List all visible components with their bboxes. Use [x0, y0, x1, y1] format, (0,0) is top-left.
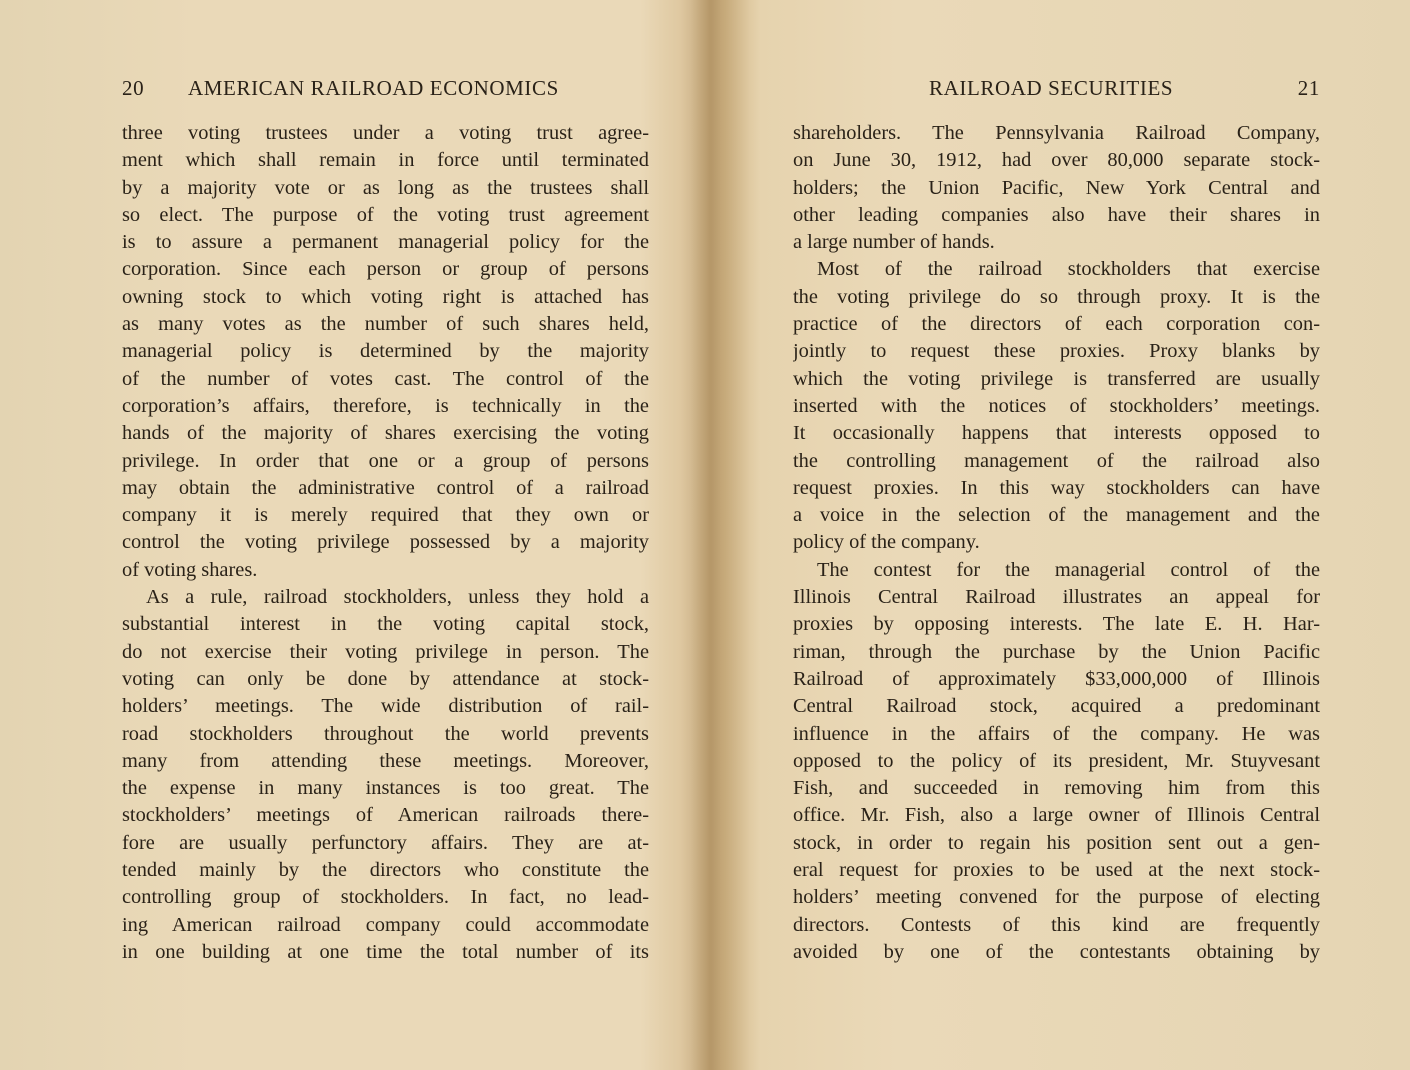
text-line: of voting shares. — [122, 558, 258, 581]
text-line: control the voting privilege possessed by a majority — [122, 531, 649, 554]
text-line: avoided by one of the contestants obtaining by — [793, 940, 1320, 963]
right-page-body — [793, 120, 1320, 966]
text-line: holders’ meeting convened for the purpose of electing — [793, 886, 1320, 909]
text-line: may obtain the administrative control of a railroad — [122, 476, 649, 499]
text-line: eral request for proxies to be used at the next stock- — [793, 859, 1320, 882]
text-line: many from attending these meetings. Moreover, — [122, 749, 649, 772]
text-line: inserted with the notices of stockholders’ meetings. — [793, 394, 1320, 417]
text-line: ing American railroad company could accommodate — [122, 913, 649, 936]
text-line: The contest for the managerial control of the — [817, 558, 1320, 581]
left-page-body — [122, 120, 649, 966]
text-line: hands of the majority of shares exercising the voting — [122, 422, 649, 445]
text-line: as many votes as the number of such shares held, — [122, 313, 649, 336]
text-line: road stockholders throughout the world prevents — [122, 722, 649, 745]
text-line: practice of the directors of each corporation con- — [793, 313, 1320, 336]
text-line: on June 30, 1912, had over 80,000 separate stock- — [793, 149, 1320, 172]
text-line: managerial policy is determined by the majority — [122, 340, 649, 363]
text-line: jointly to request these proxies. Proxy blanks by — [793, 340, 1320, 363]
text-line: owning stock to which voting right is attached has — [122, 285, 649, 308]
text-line: opposed to the policy of its president, Mr. Stuyvesant — [793, 749, 1320, 772]
text-line: stockholders’ meetings of American railroads there- — [122, 804, 649, 827]
book-gutter — [680, 0, 750, 1070]
text-line: stock, in order to regain his position sent out a gen- — [793, 831, 1320, 854]
text-line: the voting privilege do so through proxy. It is the — [793, 285, 1320, 308]
text-line: Most of the railroad stockholders that exercise — [817, 258, 1320, 281]
text-line: policy of the company. — [793, 531, 980, 554]
text-line: company it is merely required that they own or — [122, 504, 649, 527]
text-line: holders’ meetings. The wide distribution of rail- — [122, 695, 649, 718]
text-line: holders; the Union Pacific, New York Central and — [793, 176, 1320, 199]
text-line: three voting trustees under a voting trust agree- — [122, 122, 649, 144]
text-line: As a rule, railroad stockholders, unless they hold a — [146, 586, 649, 609]
text-line: Central Railroad stock, acquired a predominant — [793, 695, 1320, 718]
text-line: a large number of hands. — [793, 231, 995, 254]
right-running-title: RAILROAD SECURITIES — [929, 76, 1174, 100]
text-line: by a majority vote or as long as the trustees shall — [122, 176, 649, 199]
right-page — [793, 0, 1320, 1070]
left-running-head — [122, 76, 649, 104]
right-page-number: 21 — [1297, 76, 1320, 100]
text-line: other leading companies also have their shares in — [793, 203, 1320, 226]
text-line: It occasionally happens that interests opposed to — [793, 422, 1320, 445]
text-line: substantial interest in the voting capital stock, — [122, 613, 649, 636]
text-line: proxies by opposing interests. The late E. H. Har- — [793, 613, 1320, 636]
text-line: Illinois Central Railroad illustrates an appeal for — [793, 586, 1320, 609]
text-line: Fish, and succeeded in removing him from this — [793, 777, 1320, 800]
text-line: which the voting privilege is transferred are usually — [793, 367, 1320, 390]
left-page — [122, 0, 649, 1070]
text-line: the controlling management of the railroad also — [793, 449, 1320, 472]
text-line: request proxies. In this way stockholders can have — [793, 476, 1320, 499]
text-line: voting can only be done by attendance at stock- — [122, 667, 649, 690]
text-line: is to assure a permanent managerial policy for the — [122, 231, 649, 254]
text-line: office. Mr. Fish, also a large owner of Illinois Central — [793, 804, 1320, 827]
right-running-head — [793, 76, 1320, 104]
text-line: in one building at one time the total number of its — [122, 940, 649, 963]
text-line: controlling group of stockholders. In fact, no lead- — [122, 886, 649, 909]
text-line: influence in the affairs of the company. He was — [793, 722, 1320, 745]
left-running-title: AMERICAN RAILROAD ECONOMICS — [188, 76, 559, 100]
text-line: so elect. The purpose of the voting trust agreement — [122, 203, 649, 226]
text-line: corporation. Since each person or group of persons — [122, 258, 649, 281]
text-line: privilege. In order that one or a group of persons — [122, 449, 649, 472]
text-line: directors. Contests of this kind are frequently — [793, 913, 1320, 936]
text-line: the expense in many instances is too great. The — [122, 777, 649, 800]
text-line: tended mainly by the directors who constitute the — [122, 859, 649, 882]
text-line: ment which shall remain in force until terminated — [122, 149, 649, 172]
text-line: fore are usually perfunctory affairs. They are at- — [122, 831, 649, 854]
text-line: a voice in the selection of the management and the — [793, 504, 1320, 527]
text-line: riman, through the purchase by the Union Pacific — [793, 640, 1320, 663]
text-line: corporation’s affairs, therefore, is technically in the — [122, 394, 649, 417]
left-page-number: 20 — [122, 76, 145, 100]
text-line: of the number of votes cast. The control of the — [122, 367, 649, 390]
text-line: shareholders. The Pennsylvania Railroad Company, — [793, 122, 1320, 144]
text-line: Railroad of approximately $33,000,000 of Illinois — [793, 667, 1320, 690]
text-line: do not exercise their voting privilege in person. The — [122, 640, 649, 663]
